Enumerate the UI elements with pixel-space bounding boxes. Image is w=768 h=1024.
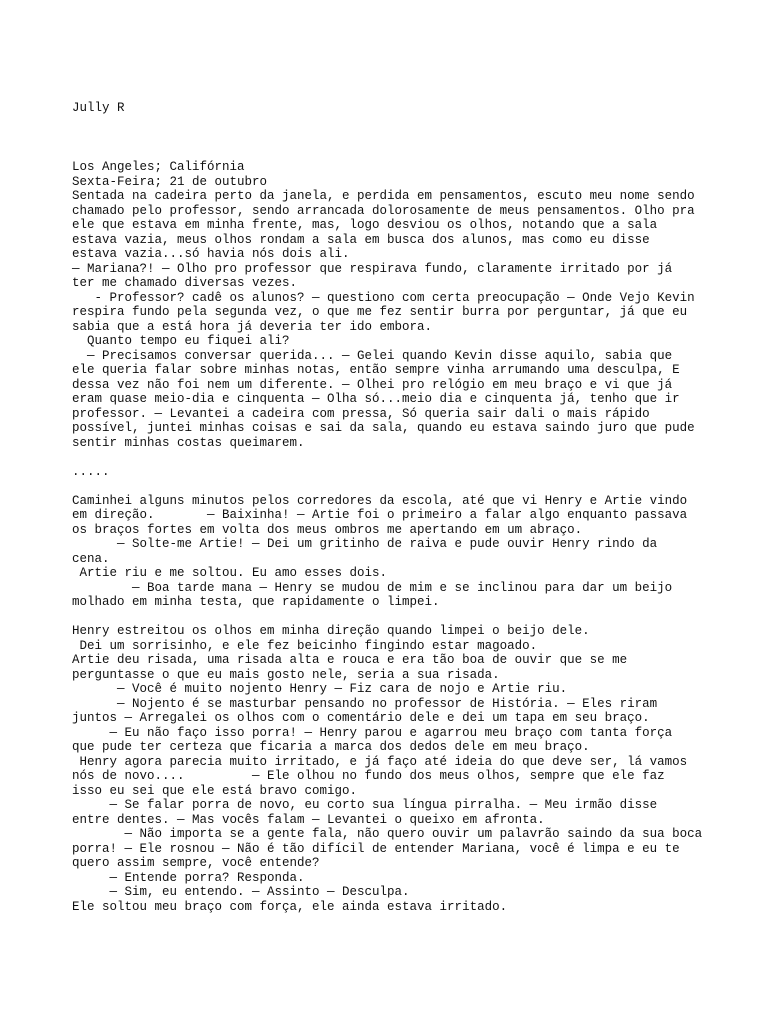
text-line: Sexta-Feira; 21 de outubro [72, 174, 268, 189]
text-line: nós de novo.... — Ele olhou no fundo dos meus olhos, sempre que ele faz [72, 769, 665, 783]
text-line [72, 450, 732, 465]
text-line: sentir minhas costas queimarem. [72, 435, 305, 450]
text-line: Artie deu risada, uma risada alta e rouca e era tão boa de ouvir que se me [72, 653, 628, 667]
text-line: — Sim, eu entendo. — Assinto — Desculpa. [72, 885, 410, 899]
text-line: Quanto tempo eu fiquei ali? [72, 334, 290, 348]
text-line: Caminhei alguns minutos pelos corredores da escola, até que vi Henry e Artie vindo [72, 493, 688, 508]
text-line: porra! — Ele rosnou — Não é tão difícil de entender Mariana, você é limpa e eu te [72, 841, 680, 856]
text-line: chamado pelo professor, sendo arrancada dolorosamente de meus pensamentos. Olho pra [72, 203, 695, 218]
text-line: — Boa tarde mana — Henry se mudou de mim e se inclinou para dar um beijo [72, 580, 673, 595]
text-line: ele queria falar sobre minhas notas, então sempre vinha arrumando uma desculpa, E [72, 363, 680, 377]
text-line: perguntasse o que eu mais gosto nele, seria a sua risada. [72, 667, 500, 682]
text-line: cena. [72, 551, 110, 566]
text-line: Sentada na cadeira perto da janela, e perdida em pensamentos, escuto meu nome sendo [72, 189, 695, 203]
author-name: Jully R [72, 101, 125, 115]
text-line: Ele soltou meu braço com força, ele ainda estava irritado. [72, 899, 508, 914]
text-line: ele que estava em minha frente, mas, logo desviou os olhos, notando que a sala [72, 218, 658, 232]
text-line [72, 479, 732, 494]
text-line: estava vazia, meus olhos rondam a sala em busca dos alunos, mas como eu disse [72, 232, 650, 247]
text-line: que pude ter certeza que ficaria a marca dos dedos dele em meu braço. [72, 740, 590, 754]
text-line: — Mariana?! — Olho pro professor que respirava fundo, claramente irritado por já [72, 261, 673, 276]
text-line: dessa vez não foi nem um diferente. — Olhei pro relógio em meu braço e vi que já [72, 377, 673, 392]
text-line: Henry agora parecia muito irritado, e já faço até ideia do que deve ser, lá vamos [72, 754, 688, 769]
text-line: isso eu sei que ele está bravo comigo. [72, 783, 358, 798]
text-line: — Nojento é se masturbar pensando no professor de História. — Eles riram [72, 696, 658, 711]
document-body [72, 160, 732, 914]
text-line: possível, juntei minhas coisas e sai da sala, quando eu estava saindo juro que pude [72, 421, 695, 435]
text-line: — Se falar porra de novo, eu corto sua língua pirralha. — Meu irmão disse [72, 798, 658, 812]
text-line: Los Angeles; Califórnia [72, 160, 245, 174]
text-line: — Solte-me Artie! — Dei um gritinho de raiva e pude ouvir Henry rindo da [72, 537, 658, 551]
text-line: em direção. — Baixinha! — Artie foi o primeiro a falar algo enquanto passava [72, 508, 688, 522]
text-line: juntos — Arregalei os olhos com o comentário dele e dei um tapa em seu braço. [72, 711, 650, 725]
text-line: quero assim sempre, você entende? [72, 856, 320, 870]
text-line: entre dentes. — Mas vocês falam — Levantei o queixo em afronta. [72, 812, 545, 827]
text-line: molhado em minha testa, que rapidamente o limpei. [72, 595, 440, 609]
text-line: ..... [72, 464, 110, 479]
text-line: estava vazia...só havia nós dois ali. [72, 247, 350, 261]
text-line: sabia que a está hora já deveria ter ido embora. [72, 319, 433, 334]
text-line: — Eu não faço isso porra! — Henry parou e agarrou meu braço com tanta força [72, 725, 673, 740]
text-line: eram quase meio-dia e cinquenta — Olha só...meio dia e cinquenta já, tenho que ir [72, 392, 680, 406]
text-line: — Você é muito nojento Henry — Fiz cara de nojo e Artie riu. [72, 682, 568, 696]
text-line: — Precisamos conversar querida... — Gelei quando Kevin disse aquilo, sabia que [72, 348, 673, 363]
text-line: Artie riu e me soltou. Eu amo esses dois. [72, 566, 388, 580]
text-line [72, 610, 732, 625]
text-line: respira fundo pela segunda vez, o que me fez sentir burra por perguntar, já que eu [72, 305, 688, 319]
text-line: — Entende porra? Responda. [72, 870, 305, 885]
text-line: - Professor? cadê os alunos? — questiono com certa preocupação — Onde Vejo Kevin [72, 290, 695, 305]
text-line: ter me chamado diversas vezes. [72, 276, 298, 290]
text-line: — Não importa se a gente fala, não quero ouvir um palavrão saindo da sua boca [72, 827, 703, 841]
text-line: os braços fortes em volta dos meus ombros me apertando em um abraço. [72, 522, 583, 537]
text-line: Dei um sorrisinho, e ele fez beicinho fingindo estar magoado. [72, 638, 538, 653]
text-line: Henry estreitou os olhos em minha direção quando limpei o beijo dele. [72, 624, 590, 638]
text-line: professor. — Levantei a cadeira com pressa, Só queria sair dali o mais rápido [72, 406, 650, 421]
